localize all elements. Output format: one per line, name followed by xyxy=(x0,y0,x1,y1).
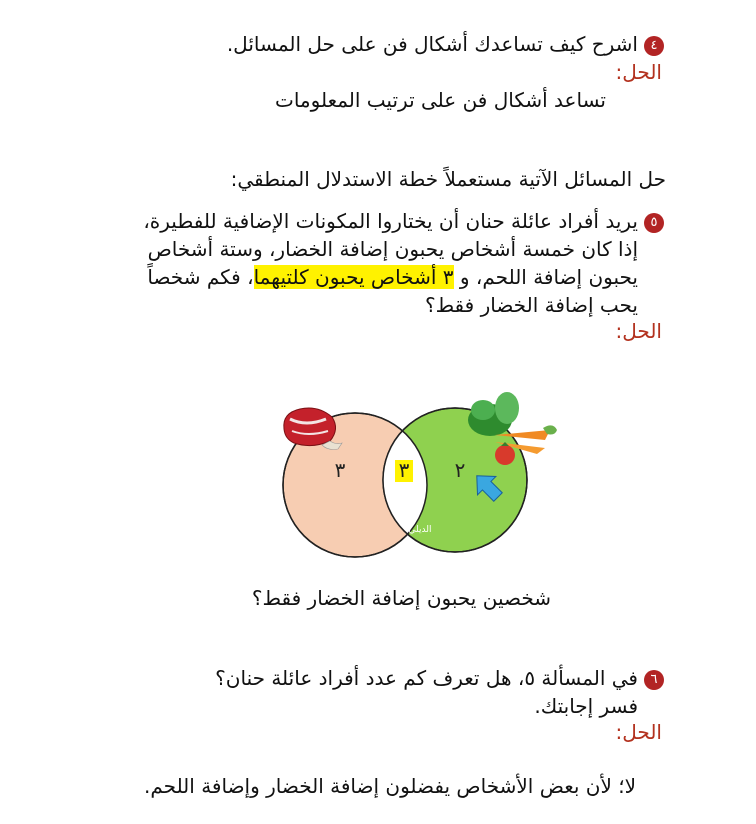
q5-line3 xyxy=(147,263,638,291)
q5-line1-text: يريد أفراد عائلة حنان أن يختاروا المكونات الإضافية للفطيرة، xyxy=(143,209,638,233)
section-heading: حل المسائل الآتية مستعملاً خطة الاستدلال المنطقي: xyxy=(230,167,666,191)
q4-answer: تساعد أشكال فن على ترتيب المعلومات xyxy=(274,88,606,112)
q6-line1 xyxy=(215,664,664,692)
q5-number-badge: ٥ xyxy=(644,213,664,233)
both-value: ٣ xyxy=(398,458,410,482)
watermark-label: الديلي xyxy=(408,525,432,535)
q5-line3-part1: يحبون إضافة اللحم، و xyxy=(459,265,638,289)
q5-line3-part2: ، فكم شخصاً xyxy=(147,265,254,289)
q4-solution-label: الحل: xyxy=(615,60,662,84)
q4-question xyxy=(227,30,664,58)
q5-line1 xyxy=(143,207,664,235)
q6-line1-text: في المسألة ٥، هل تعرف كم عدد أفراد عائلة حنان؟ xyxy=(215,666,638,690)
q5-solution-label: الحل: xyxy=(615,319,662,343)
q5-line4: يحب إضافة الخضار فقط؟ xyxy=(424,293,638,317)
q4-question-text: اشرح كيف تساعدك أشكال فن على حل المسائل. xyxy=(226,32,638,56)
q5-line2: إذا كان خمسة أشخاص يحبون إضافة الخضار، وستة أشخاص xyxy=(147,237,638,261)
q6-number-badge: ٦ xyxy=(644,670,664,690)
meat-image xyxy=(284,408,342,450)
q6-answer: لا؛ لأن بعض الأشخاص يفضلون إضافة الخضار وإضافة اللحم. xyxy=(143,774,636,798)
q4-number-badge: ٤ xyxy=(644,36,664,56)
q6-solution-label: الحل: xyxy=(615,720,662,744)
q5-answer: شخصين يحبون إضافة الخضار فقط؟ xyxy=(251,586,551,610)
q6-line2: فسر إجابتك. xyxy=(534,694,638,718)
q5-highlighted-phrase: ٣ أشخاص يحبون كلتيهما xyxy=(253,265,454,289)
veg-only-value: ٢ xyxy=(454,458,466,482)
meat-only-value: ٣ xyxy=(334,458,346,482)
venn-diagram xyxy=(260,385,570,565)
